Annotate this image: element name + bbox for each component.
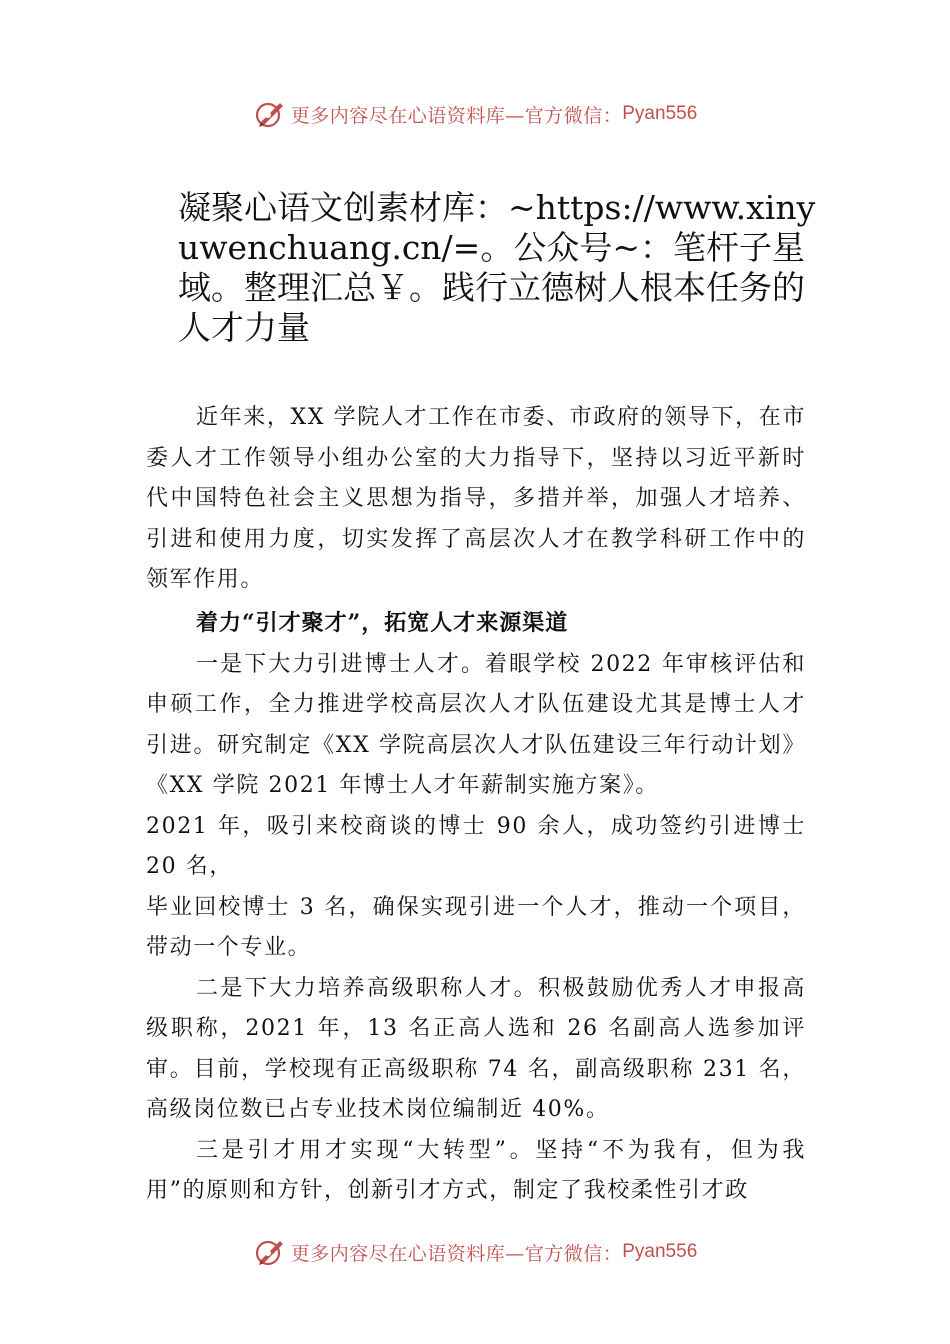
paragraph-3: 三是引才用才实现“大转型”。坚持“不为我有，但为我用”的原则和方针，创新引才方式，制定了我校柔性引才政 xyxy=(146,1137,806,1203)
watermark-footer xyxy=(0,1232,950,1272)
watermark-header xyxy=(0,94,950,134)
paragraph-2: 二是下大力培养高级职称人才。积极鼓励优秀人才申报高级职称，2021 年，13 名正高人选和 26 名副高人选参加评审。目前，学校现有正高级职称 74 名，副高级职称 231 名，高级岗位数已占专业技术岗位编制近 40%。 xyxy=(146,975,806,1122)
paragraph-1-end: 毕业回校博士 3 名，确保实现引进一个人才，推动一个项目，带动一个专业。 xyxy=(146,894,806,960)
watermark-contact: Pyan556 xyxy=(622,103,698,124)
paragraph-1-continued: 2021 年，吸引来校商谈的博士 90 余人，成功签约引进博士 20 名， xyxy=(146,813,806,879)
intro-paragraph: 近年来，XX 学院人才工作在市委、市政府的领导下，在市委人才工作领导小组办公室的大力指导下，坚持以习近平新时代中国特色社会主义思想为指导，多措并举，加强人才培养、引进和使用力度，切实发挥了高层次人才在教学科研工作中的领军作用。 xyxy=(146,405,806,592)
pen-logo-icon xyxy=(253,1235,287,1269)
paragraph-1: 一是下大力引进博士人才。着眼学校 2022 年审核评估和申硕工作，全力推进学校高层次人才队伍建设尤其是博士人才引进。研究制定《XX 学院高层次人才队伍建设三年行动计划》《XX 学院 2021 年博士人才年薪制实施方案》。 xyxy=(146,651,806,798)
pen-logo-icon xyxy=(253,97,287,131)
watermark-text: 更多内容尽在心语资料库—官方微信： xyxy=(290,104,623,127)
watermark-text: 更多内容尽在心语资料库—官方微信： xyxy=(290,1242,623,1265)
document-body xyxy=(146,398,806,1212)
document-title: 凝聚心语文创素材库：~https://www.xinyuwenchuang.cn/=。公众号~：笔杆子星域。整理汇总￥。践行立德树人根本任务的人才力量 xyxy=(178,188,816,347)
watermark-contact: Pyan556 xyxy=(622,1241,698,1262)
section-heading: 着力“引才聚才”，拓宽人才来源渠道 xyxy=(196,609,569,636)
